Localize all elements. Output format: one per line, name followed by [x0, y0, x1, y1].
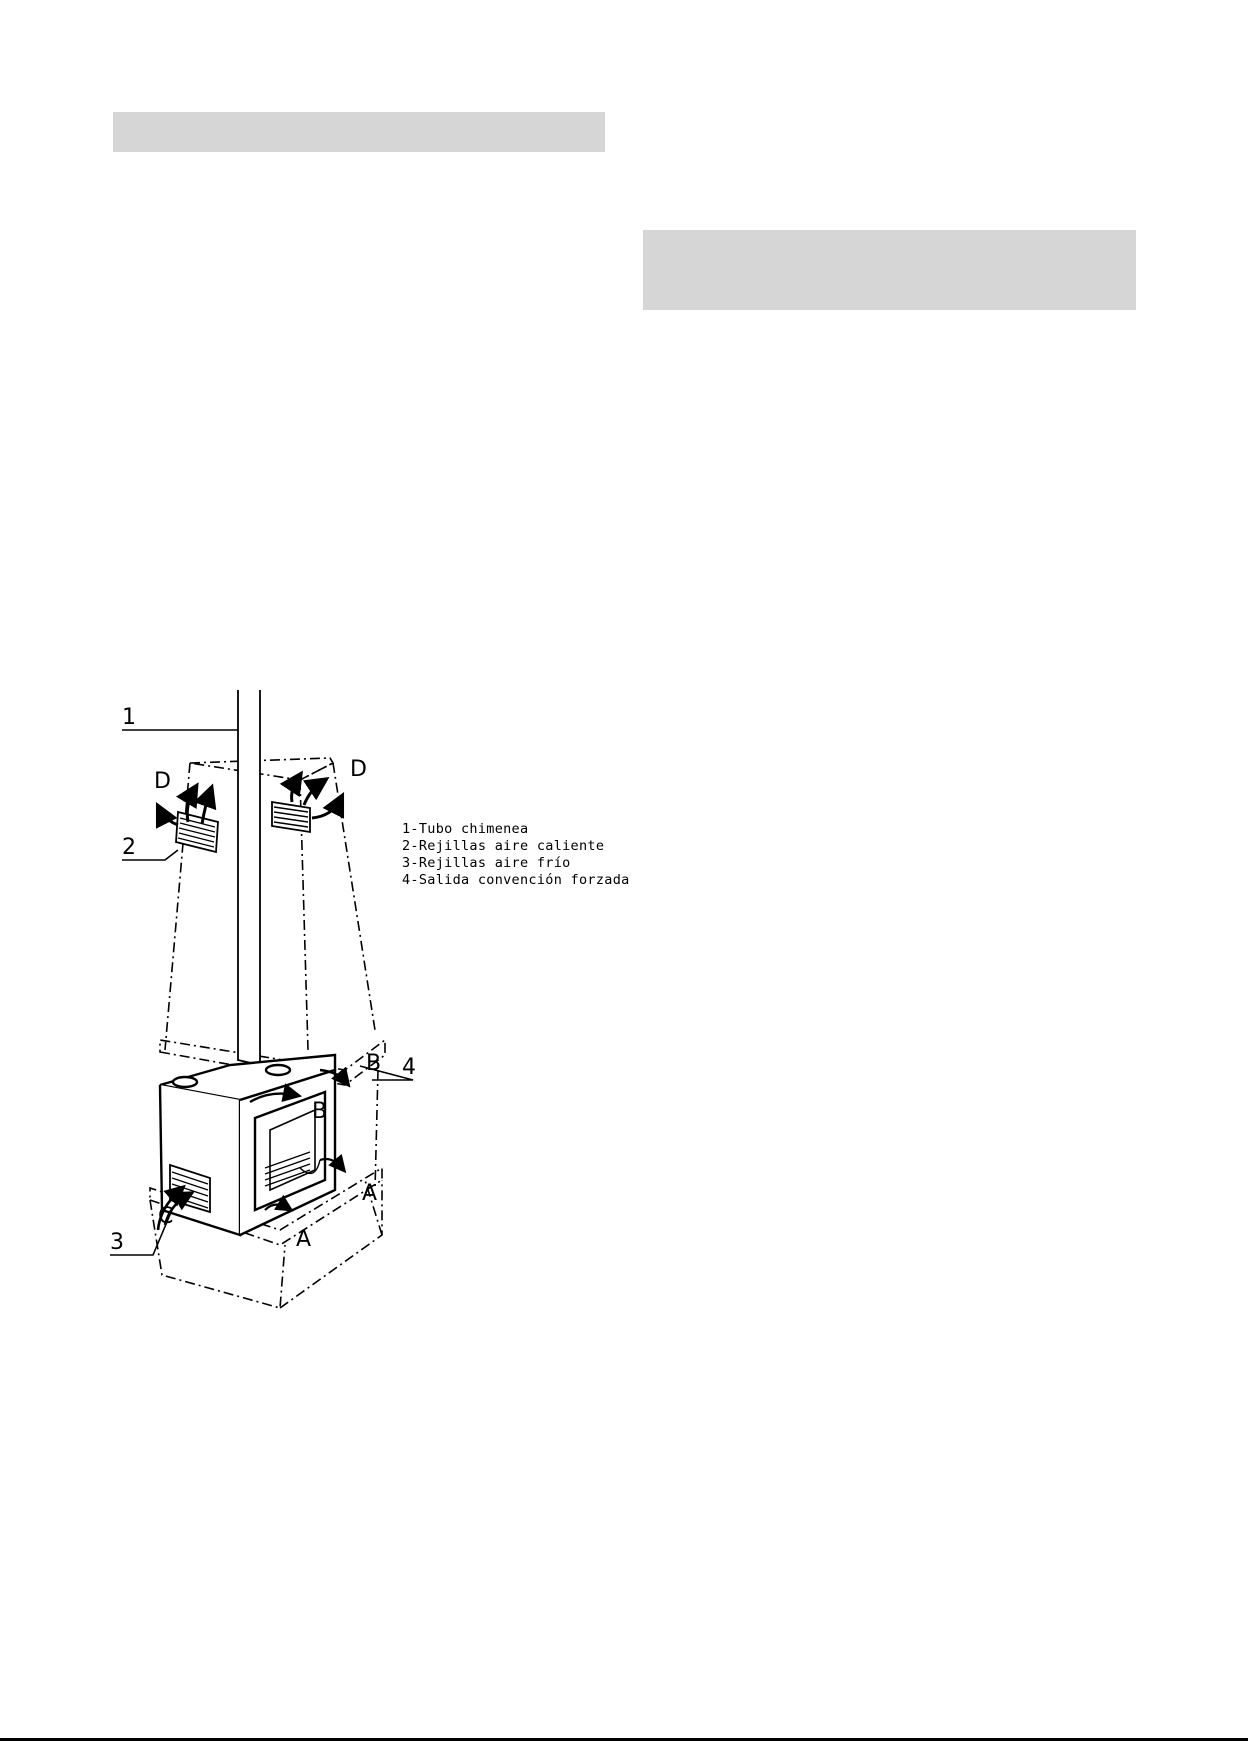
legend-item-2: 2-Rejillas aire caliente — [402, 838, 605, 854]
legend — [402, 821, 630, 888]
callout-4: 4 — [402, 1055, 416, 1080]
header-bar-left — [113, 112, 605, 152]
firebox-insert — [160, 1055, 335, 1235]
legend-item-4: 4-Salida convención forzada — [402, 872, 630, 888]
fireplace-airflow-diagram — [110, 690, 630, 1310]
flue-pipe — [238, 690, 260, 1065]
hood-outline — [165, 758, 375, 1050]
flow-label-c: C — [158, 1204, 174, 1229]
flow-label-d-right: D — [350, 757, 367, 782]
legend-item-1: 1-Tubo chimenea — [402, 821, 529, 837]
callout-1: 1 — [122, 705, 136, 730]
legend-item-3: 3-Rejillas aire frío — [402, 855, 571, 871]
flow-label-b-inner: B — [312, 1099, 328, 1124]
callout-3: 3 — [110, 1230, 124, 1255]
header-bar-right — [643, 230, 1136, 310]
flow-label-d-left: D — [154, 769, 171, 794]
flow-label-a-front: A — [296, 1227, 312, 1252]
hot-air-grille-right — [272, 802, 310, 832]
callout-2: 2 — [122, 835, 136, 860]
flow-label-b-top: B — [366, 1051, 382, 1076]
flow-label-a-side: A — [362, 1181, 378, 1206]
